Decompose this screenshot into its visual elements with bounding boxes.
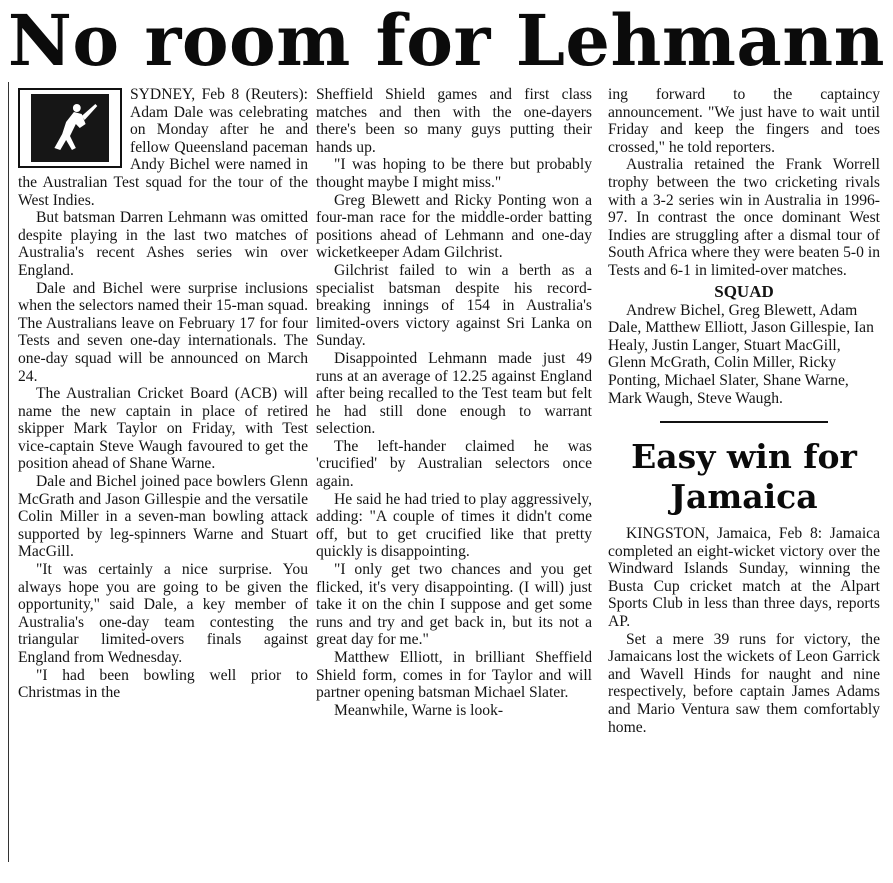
squad-list: Andrew Bichel, Greg Blewett, Adam Dale, Matthew Elliott, Jason Gillespie, Ian Healy, Justin Langer, Stuart MacGill, Glenn McGrath, Colin Miller, Ricky Ponting, Michael Slater, Shane Warne, Mark Waugh, Steve Waugh. [608, 301, 874, 407]
squad-box [608, 282, 880, 408]
paragraph: Disappointed Lehmann made just 49 runs at an average of 12.25 against England after being recalled to the Test team but felt he had still done enough to warrant selection. [316, 349, 592, 438]
paragraph: The left-hander claimed he was 'crucified' by Australian selectors once again. [316, 437, 592, 491]
article-column-3 [608, 86, 880, 736]
article-column-2 [316, 86, 592, 719]
paragraph: But batsman Darren Lehmann was omitted despite playing in the last two matches of Australia's recent Ashes series win over England. [18, 209, 308, 279]
paragraph: "It was certainly a nice surprise. You always hope you are going to be given the opportunity," said Dale, a key member of Australia's one-day team contesting the triangular limited-overs finals against England from Wednesday. [18, 561, 308, 666]
paragraph: Matthew Elliott, in brilliant Sheffield Shield form, comes in for Taylor and will partner opening batsman Michael Slater. [316, 649, 592, 702]
paragraph: He said he had tried to play aggressively, adding: "A couple of times it didn't come off, but to get crucified like that pretty quickly is disappointing. [316, 490, 592, 561]
paragraph: Meanwhile, Warne is look- [334, 701, 504, 719]
second-headline: Easy win for Jamaica [631, 437, 857, 517]
paragraph: "I had been bowling well prior to Christmas in the [18, 666, 308, 702]
paragraph: "I was hoping to be there but probably thought maybe I might miss." [316, 156, 592, 191]
paragraph: Gilchrist failed to win a berth as a specialist batsman despite his record-breaking innings of 154 in Australia's limited-overs victory against Sri Lanka on Sunday. [316, 261, 592, 350]
squad-heading: SQUAD [714, 281, 774, 301]
paragraph: The Australian Cricket Board (ACB) will name the new captain in place of retired skipper Mark Taylor on Friday, with Test vice-captain Steve Waugh favoured to get the position ahead of Shane Warne. [18, 385, 308, 473]
cricketer-silhouette-icon [25, 94, 115, 162]
column-rule [8, 82, 9, 862]
paragraph: Australia retained the Frank Worrell trophy between the two cricketing rivals with a 3-2 series win in Australia in 1996-97. In contrast the once dominant West Indies are struggling after a dismal tour of South Africa where they were beaten 5-0 in Tests and 6-1 in limited-over matches. [608, 156, 880, 279]
paragraph: "I only get two chances and you get flicked, it's very disappointing. (I will) just take it on the chin I suppose and get some runs and try and get back in, but its not a great day for me." [316, 561, 592, 649]
paragraph: Sheffield Shield games and first class matches and then with the one-dayers there's been so many guys putting their hands up. [316, 86, 592, 156]
article-column-1 [18, 86, 308, 702]
paragraph: Dale and Bichel joined pace bowlers Glenn McGrath and Jason Gillespie and the versatile Colin Miller in a seven-man bowling attack supported by leg-spinners Warne and Stuart MacGill. [18, 473, 308, 561]
article-divider [660, 421, 828, 423]
paragraph: KINGSTON, Jamaica, Feb 8: Jamaica completed an eight-wicket victory over the Windward Islands Sunday, winning the Busta Cup cricket match at the Alpart Sports Club in less than three days, reports AP. [608, 525, 880, 631]
main-headline: No room for Lehmann [7, 0, 886, 82]
paragraph: Set a mere 39 runs for victory, the Jamaicans lost the wickets of Leon Garrick and Wavell Hinds for naught and nine respectively, before captain James Adams and Mario Ventura saw them comfortably home. [608, 630, 880, 736]
paragraph: ing forward to the captaincy announcement. "We just have to wait until Friday and keep the fingers and toes crossed," he told reporters. [608, 86, 880, 156]
sport-logo-box [18, 88, 122, 168]
paragraph: Dale and Bichel were surprise inclusions when the selectors named their 15-man squad. The Australians leave on February 17 for four Tests and seven one-day internationals. The one-day squad will be announced on March 24. [18, 279, 308, 385]
paragraph: SYDNEY, Feb 8 (Reuters): Adam Dale was celebrating on Monday after he and fellow Queensland paceman Andy Bichel were named in the Australian Test squad for the tour of the West Indies. [18, 86, 308, 209]
paragraph: Greg Blewett and Ricky Ponting won a four-man race for the middle-order batting positions ahead of Lehmann and one-day wicketkeeper Adam Gilchrist. [316, 191, 592, 262]
